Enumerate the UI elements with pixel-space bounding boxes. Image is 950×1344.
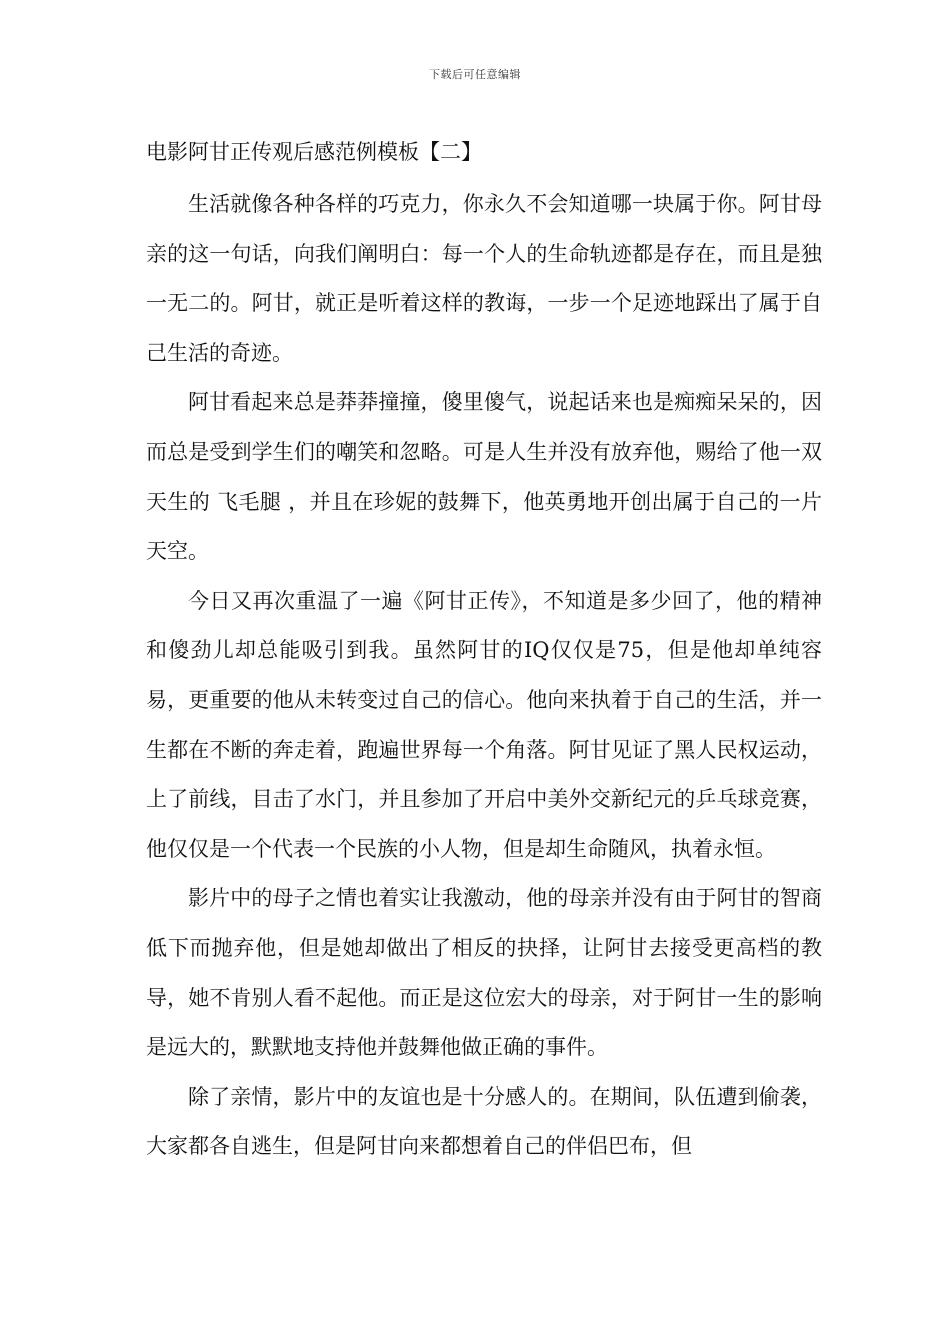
paragraph: 阿甘看起来总是莽莽撞撞，傻里傻气，说起话来也是痴痴呆呆的，因而总是受到学生们的嘲笑和忽略。可是人生并没有放弃他，赐给了他一双天生的 飞毛腿 ，并且在珍妮的鼓舞下，他英勇地开创出属于自己的一片天空。 [146,390,822,564]
paragraph: 今日又再次重温了一遍《阿甘正传》，不知道是多少回了，他的精神和傻劲儿却总能吸引到我。虽然阿甘的IQ仅仅是75，但是他却单纯容易，更重要的他从未转变过自己的信心。他向来执着于自己的生活，并一生都在不断的奔走着，跑遍世界每一个角落。阿甘见证了黑人民权运动，上了前线，目击了水门，并且参加了开启中美外交新纪元的乒乓球竞赛，他仅仅是一个代表一个民族的小人物，但是却生命随风，执着永恒。 [146,588,822,861]
document-title: 电影阿甘正传观后感范例模板【二】 [146,140,482,164]
paragraph: 除了亲情，影片中的友谊也是十分感人的。在期间，队伍遭到偷袭，大家都各自逃生，但是阿甘向来都想着自己的伴侣巴布，但 [146,1084,822,1159]
document-body [146,132,822,1172]
paragraph: 生活就像各种各样的巧克力，你永久不会知道哪一块属于你。阿甘母亲的这一句话，向我们阐明白：每一个人的生命轨迹都是存在，而且是独一无二的。阿甘，就正是听着这样的教诲，一步一个足迹地踩出了属于自己生活的奇迹。 [146,192,822,365]
paragraph: 影片中的母子之情也着实让我激动，他的母亲并没有由于阿甘的智商低下而抛弃他，但是她却做出了相反的抉择，让阿甘去接受更高档的教导，她不肯别人看不起他。而正是这位宏大的母亲，对于阿甘一生的影响是远大的，默默地支持他并鼓舞他做正确的事件。 [146,886,822,1060]
header-note: 下载后可任意编辑 [429,68,521,81]
